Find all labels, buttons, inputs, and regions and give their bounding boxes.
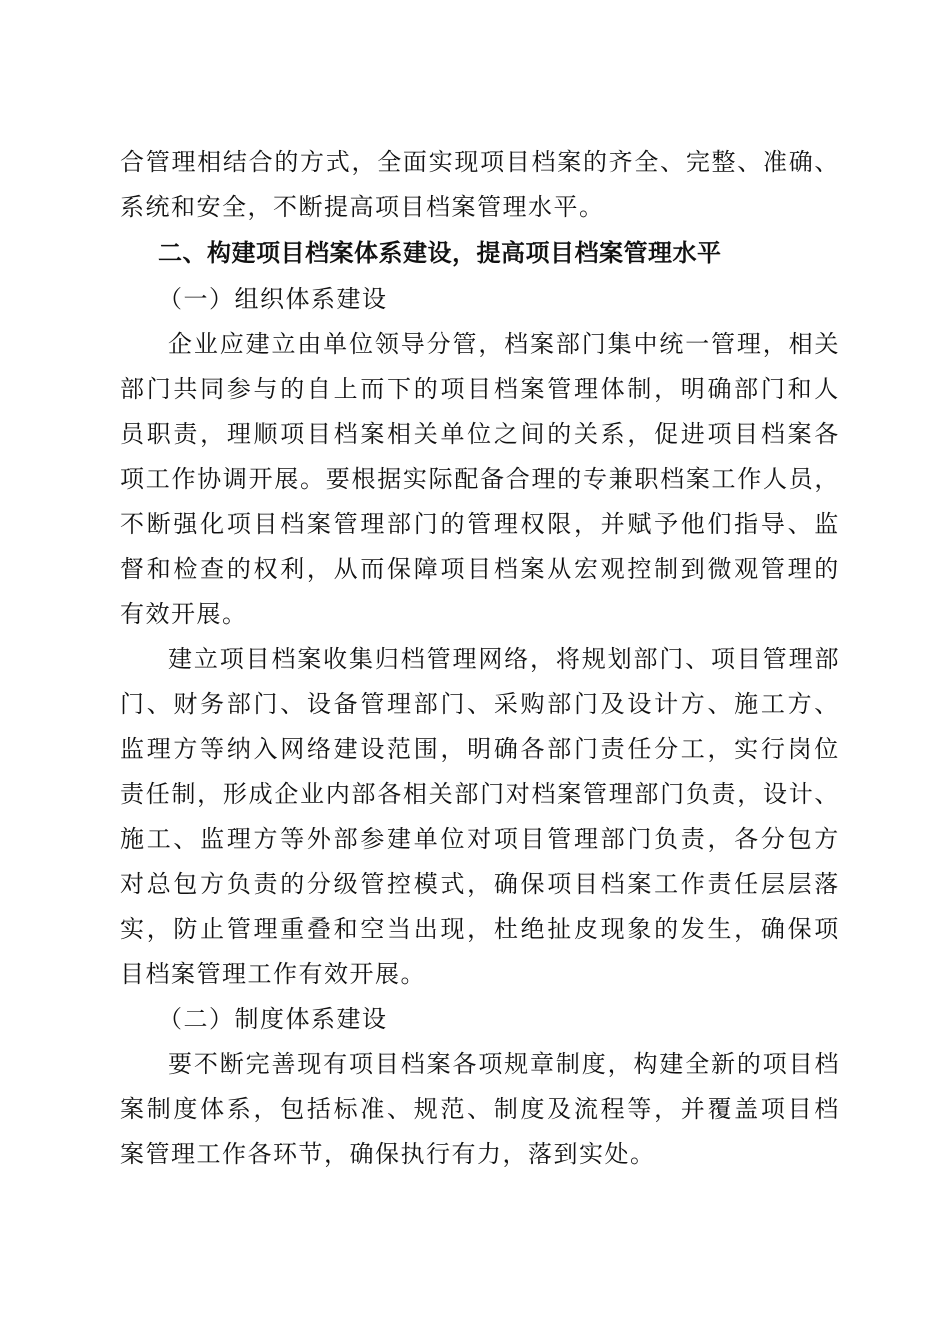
paragraph-line: 有效开展。 xyxy=(120,600,248,628)
paragraph-line: 对 总 包 方 负 责 的 分 级 管 控 模 式 ， 确 保 项 目 档 案 工 作 责 任 层 层 落 xyxy=(120,870,840,898)
paragraph-line: 责 任 制 ， 形 成 企 业 内 部 各 相 关 部 门 对 档 案 管 理 部 门 负 责 ， 设 计 、 xyxy=(120,780,840,808)
paragraph-line: 案管理工作各环节，确保执行有力，落到实处。 xyxy=(120,1140,656,1168)
paragraph-line: 建 立 项 目 档 案 收 集 归 档 管 理 网 络 ， 将 规 划 部 门 、 项 目 管 理 部 xyxy=(168,645,840,673)
paragraph-line: 实 ， 防 止 管 理 重 叠 和 空 当 出 现 ， 杜 绝 扯 皮 现 象 的 发 生 ， 确 保 项 xyxy=(120,915,840,943)
paragraph-line: 施 工 、 监 理 方 等 外 部 参 建 单 位 对 项 目 管 理 部 门 负 责 ， 各 分 包 方 xyxy=(120,825,840,853)
paragraph-line: 系统和安全，不断提高项目档案管理水平。 xyxy=(120,193,605,221)
section-heading: 二、构建项目档案体系建设，提高项目档案管理水平 xyxy=(158,239,722,267)
paragraph-line: 不 断 强 化 项 目 档 案 管 理 部 门 的 管 理 权 限 ， 并 赋 予 他 们 指 导 、 监 xyxy=(120,510,840,538)
paragraph-line: 门 、 财 务 部 门 、 设 备 管 理 部 门 、 采 购 部 门 及 设 计 方 、 施 工 方 、 xyxy=(120,690,840,718)
paragraph-line: 目档案管理工作有效开展。 xyxy=(120,960,426,988)
paragraph-line: 员 职 责 ， 理 顺 项 目 档 案 相 关 单 位 之 间 的 关 系 ， 促 进 项 目 档 案 各 xyxy=(120,420,840,448)
paragraph-line: 部 门 共 同 参 与 的 自 上 而 下 的 项 目 档 案 管 理 体 制 ， 明 确 部 门 和 人 xyxy=(120,375,840,403)
subsection-title: （二）制度体系建设 xyxy=(158,1005,388,1033)
paragraph-line: 监 理 方 等 纳 入 网 络 建 设 范 围 ， 明 确 各 部 门 责 任 分 工 ， 实 行 岗 位 xyxy=(120,735,840,763)
paragraph-line: 合 管 理 相 结 合 的 方 式 ， 全 面 实 现 项 目 档 案 的 齐 全 、 完 整 、 准 确 、 xyxy=(120,148,840,176)
paragraph-line: 企 业 应 建 立 由 单 位 领 导 分 管 ， 档 案 部 门 集 中 统 一 管 理 ， 相 关 xyxy=(168,330,840,358)
subsection-title: （一）组织体系建设 xyxy=(158,285,388,313)
paragraph-line: 案 制 度 体 系 ， 包 括 标 准 、 规 范 、 制 度 及 流 程 等 ， 并 覆 盖 项 目 档 xyxy=(120,1095,840,1123)
paragraph-line: 项 工 作 协 调 开 展 。 要 根 据 实 际 配 备 合 理 的 专 兼 职 档 案 工 作 人 员 ， xyxy=(120,465,840,493)
paragraph-line: 督 和 检 查 的 权 利 ， 从 而 保 障 项 目 档 案 从 宏 观 控 制 到 微 观 管 理 的 xyxy=(120,555,840,583)
paragraph-line: 要 不 断 完 善 现 有 项 目 档 案 各 项 规 章 制 度 ， 构 建 全 新 的 项 目 档 xyxy=(168,1050,840,1078)
